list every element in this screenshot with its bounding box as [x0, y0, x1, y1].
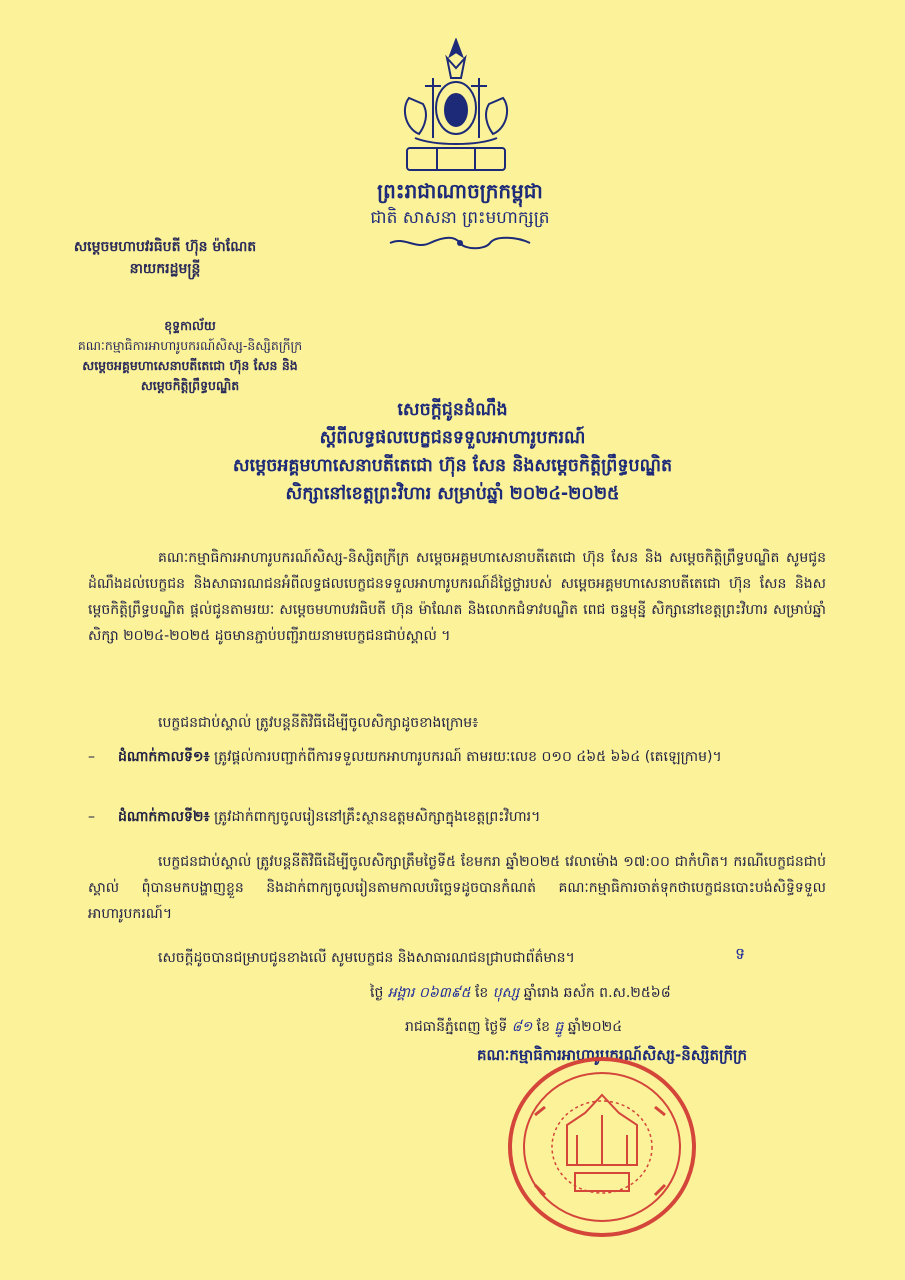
paragraph-intro: គណៈកម្មាធិការអាហារូបករណ៍សិស្ស-និស្សិតក្រីក្រ សម្តេចអគ្គមហាសេនាបតីតេជោ ហ៊ុន សែន និង សម្តេចកិត្តិព្រឹទ្ធបណ្ឌិត សូមជូនដំណឹងដល់បេក្ខជន និងសាធារណជនអំពីលទ្ធផលបេក្ខជនទទួលអាហារូបករណ៍ដ៏ថ្លៃថ្លារបស់ សម្តេចអគ្គមហាសេនាបតីតេជោ ហ៊ុន សែន និងសម្តេចកិត្តិព្រឹទ្ធបណ្ឌិត ផ្តល់ជូនតាមរយៈ សម្តេចមហាបវរធិបតី ហ៊ុន ម៉ាណែត និងលោកជំទាវបណ្ឌិត ពេជ ចន្ទមុន្នី សិក្សានៅខេត្តព្រះវិហារ សម្រាប់ឆ្នាំសិក្សា ២០២៤-២០២៥ ដូចមានភ្ជាប់បញ្ជីរាយនាមបេក្ខជនជាប់ស្គាល់ ។	[88, 550, 826, 644]
committee-name: គណៈកម្មាធិការអាហារូបករណ៍សិស្ស-និស្សិតក្រីក្រ	[77, 338, 303, 353]
notice-title-line3: សម្តេចអគ្គមហាសេនាបតីតេជោ ហ៊ុន សែន និងសម្តេចកិត្តិព្រឹទ្ធបណ្ឌិត	[232, 456, 673, 476]
prime-minister-name: សម្តេចមហាបវរធិបតី ហ៊ុន ម៉ាណែត	[73, 239, 257, 255]
national-motto: ជាតិ សាសនា ព្រះមហាក្សត្រ	[370, 208, 550, 228]
prime-minister-title: នាយករដ្ឋមន្ត្រី	[129, 261, 201, 277]
notice-title-line4: សិក្សានៅខេត្តព្រះវិហារ សម្រាប់ឆ្នាំ ២០២៤-២០២៥	[285, 484, 620, 504]
official-seal-icon	[505, 1055, 700, 1240]
handwritten-month: ធ្នូ	[554, 1019, 564, 1035]
paragraph-procedure-intro: បេក្ខជនជាប់ស្គាល់ ត្រូវបន្តនីតិវិធីដើម្បីចូលសិក្សាដូចខាងក្រោម៖	[158, 715, 479, 731]
prime-minister-heading	[40, 236, 290, 280]
flourish-divider-icon	[385, 236, 535, 250]
paragraph-closing: សេចក្តីដូចបានជម្រាបជូនខាងលើ សូមបេក្ខជន និងសាធារណជនជ្រាបជាព័ត៌មាន។	[158, 950, 575, 966]
paragraph-deadline: បេក្ខជនជាប់ស្គាល់ ត្រូវបន្តនីតិវិធីដើម្បីចូលសិក្សាត្រឹមថ្ងៃទី៥ ខែមករា ឆ្នាំ២០២៥ វេលាម៉ោង ១៧:០០ ជាកំហិត។ ករណីបេក្ខជនជាប់ស្គាល់ ពុំបានមកបង្ហាញខ្លួន និងដាក់ពាក្យចូលរៀនតាមកាលបរិច្ឆេទដូចបានកំណត់ គណៈកម្មាធិការចាត់ទុកថាបេក្ខជនបោះបង់សិទ្ធិទទួលអាហារូបករណ៍។	[88, 854, 826, 922]
signatory-name: គណៈកម្មាធិការអាហារូបករណ៍សិស្ស-និស្សិតក្រីក្រ	[476, 1046, 747, 1064]
bullet-stage-1-label: ដំណាក់កាលទី១៖	[118, 749, 210, 765]
committee-name-line3: សម្តេចកិត្តិព្រឹទ្ធបណ្ឌិត	[140, 378, 240, 393]
handwritten-mark: ទ	[735, 944, 746, 963]
committee-name-line2: សម្តេចអគ្គមហាសេនាបតីតេជោ ហ៊ុន សែន និង	[82, 358, 298, 373]
office-name: ខុទ្ទកាល័យ	[164, 318, 216, 333]
notice-title-line1: សេចក្តីជូនដំណឹង	[397, 400, 508, 420]
bullet-stage-1-text: ត្រូវផ្តល់ការបញ្ជាក់ពីការទទួលយកអាហារូបករណ៍ តាមរយៈលេខ ០១០ ៤៦៥ ៦៦៤ (តេឡេក្រាម)។	[209, 749, 722, 765]
bullet-stage-2-text: ត្រូវដាក់ពាក្យចូលរៀននៅគ្រឹះស្ថានឧត្តមសិក្សាក្នុងខេត្តព្រះវិហារ។	[209, 809, 541, 825]
document-page: ព្រះរាជាណាចក្រកម្ពុជា ជាតិ សាសនា ព្រះមហាក្សត្រ សម្តេចមហាបវរធិបតី ហ៊ុន ម៉ាណែត នាយករដ្ឋមន្ត្រី ខុទ្ទកាល័យ គណៈកម្មាធិការអាហារូបករណ៍សិស្ស-និស្សិតក្រីក្រ សម្តេចអគ្គមហាសេនាបតីតេជោ ហ៊ុន សែន និង សម្តេចកិត្តិព្រឹទ្ធបណ្ឌិត សេចក្តីជូនដំណឹង ស្តីពីលទ្ធផលបេក្ខជនទទួលអាហារូបករណ៍ សម្តេចអគ្គមហាសេនាបតីតេជោ ហ៊ុន សែន និងសម្តេចកិត្តិព្រឹទ្ធបណ្ឌិត សិក្សានៅខេត្តព្រះវិហារ សម្រាប់ឆ្នាំ ២០២៤-២០២៥ គណៈកម្មាធិការអាហារូបករណ៍សិស្ស-និស្សិតក្រីក្រ សម្តេចអគ្គមហាសេនាបតីតេជោ ហ៊ុន សែន និង សម្តេចកិត្តិព្រឹទ្ធបណ្ឌិត សូមជូនដំណឹងដល់បេក្ខជន និងសាធារណជនអំពីលទ្ធផលបេក្ខជនទទួលអាហារូបករណ៍ដ៏ថ្លៃថ្លារបស់ សម្តេចអគ្គមហាសេនាបតីតេជោ ហ៊ុន សែន និងសម្តេចកិត្តិព្រឹទ្ធបណ្ឌិត ផ្តល់ជូនតាមរយៈ សម្តេចមហាបវរធិបតី ហ៊ុន ម៉ាណែត និងលោកជំទាវបណ្ឌិត ពេជ ចន្ទមុន្នី សិក្សានៅខេត្តព្រះវិហារ សម្រាប់ឆ្នាំសិក្សា ២០២៤-២០២៥ ដូចមានភ្ជាប់បញ្ជីរាយនាមបេក្ខជនជាប់ស្គាល់ ។ បេក្ខជនជាប់ស្គាល់ ត្រូវបន្តនីតិវិធីដើម្បីចូលសិក្សាដូចខាងក្រោម៖ – ដំណាក់កាលទី១៖ ត្រូវផ្តល់ការបញ្ជាក់ពីការទទួលយកអាហារូបករណ៍ តាមរយៈលេខ ០១០ ៤៦៥ ៦៦៤ (តេឡេក្រាម)។ – ដំណាក់កាលទី២៖ ត្រូវដាក់ពាក្យចូលរៀននៅគ្រឹះស្ថានឧត្តមសិក្សាក្នុងខេត្តព្រះវិហារ។ បេក្ខជនជាប់ស្គាល់ ត្រូវបន្តនីតិវិធីដើម្បីចូលសិក្សាត្រឹមថ្ងៃទី៥ ខែមករា ឆ្នាំ២០២៥ វេលាម៉ោង ១៧:០០ ជាកំហិត។ ករណីបេក្ខជនជាប់ស្គាល់ ពុំបានមកបង្ហាញខ្លួន និងដាក់ពាក្យចូលរៀនតាមកាលបរិច្ឆេទដូចបានកំណត់ គណៈកម្មាធិការចាត់ទុកថាបេក្ខជនបោះបង់សិទ្ធិទទួលអាហារូបករណ៍។ សេចក្តីដូចបានជម្រាបជូនខាងលើ សូមបេក្ខជន និងសាធារណជនជ្រាបជាព័ត៌មាន។ ទ ថ្ងៃ អង្គារ ០៦៣៩៥ ខែ បុស្ស ឆ្នាំរោង ឆស័ក ព.ស.២៥៦៨ រាជធានីភ្នំពេញ ថ្ងៃទី ៨១ ខែ ធ្នូ ឆ្នាំ២០២៤ គណៈកម្មាធិការអាហារូបករណ៍សិស្ស-និស្សិតក្រីក្រ	[0, 0, 905, 1280]
office-block	[30, 316, 350, 396]
notice-title-line2: ស្តីពីលទ្ធផលបេក្ខជនទទួលអាហារូបករណ៍	[319, 428, 586, 448]
handwritten-day: ៨១	[511, 1019, 533, 1035]
notice-title	[120, 396, 785, 508]
lunar-date-line: ថ្ងៃ អង្គារ ០៦៣៩៥ ខែ បុស្ស ឆ្នាំរោង ឆស័ក ព.ស.២៥៦៨	[370, 985, 671, 1001]
kingdom-title: ព្រះរាជាណាចក្រកម្ពុជា	[377, 179, 543, 203]
handwritten-lunar-day: អង្គារ ០៦៣៩៥	[387, 985, 471, 1001]
handwritten-lunar-month: បុស្ស	[492, 985, 520, 1001]
royal-emblem-icon	[395, 38, 517, 176]
bullet-stage-2-label: ដំណាក់កាលទី២៖	[118, 809, 210, 825]
gregorian-date-line: រាជធានីភ្នំពេញ ថ្ងៃទី ៨១ ខែ ធ្នូ ឆ្នាំ២០២៤	[405, 1019, 623, 1035]
